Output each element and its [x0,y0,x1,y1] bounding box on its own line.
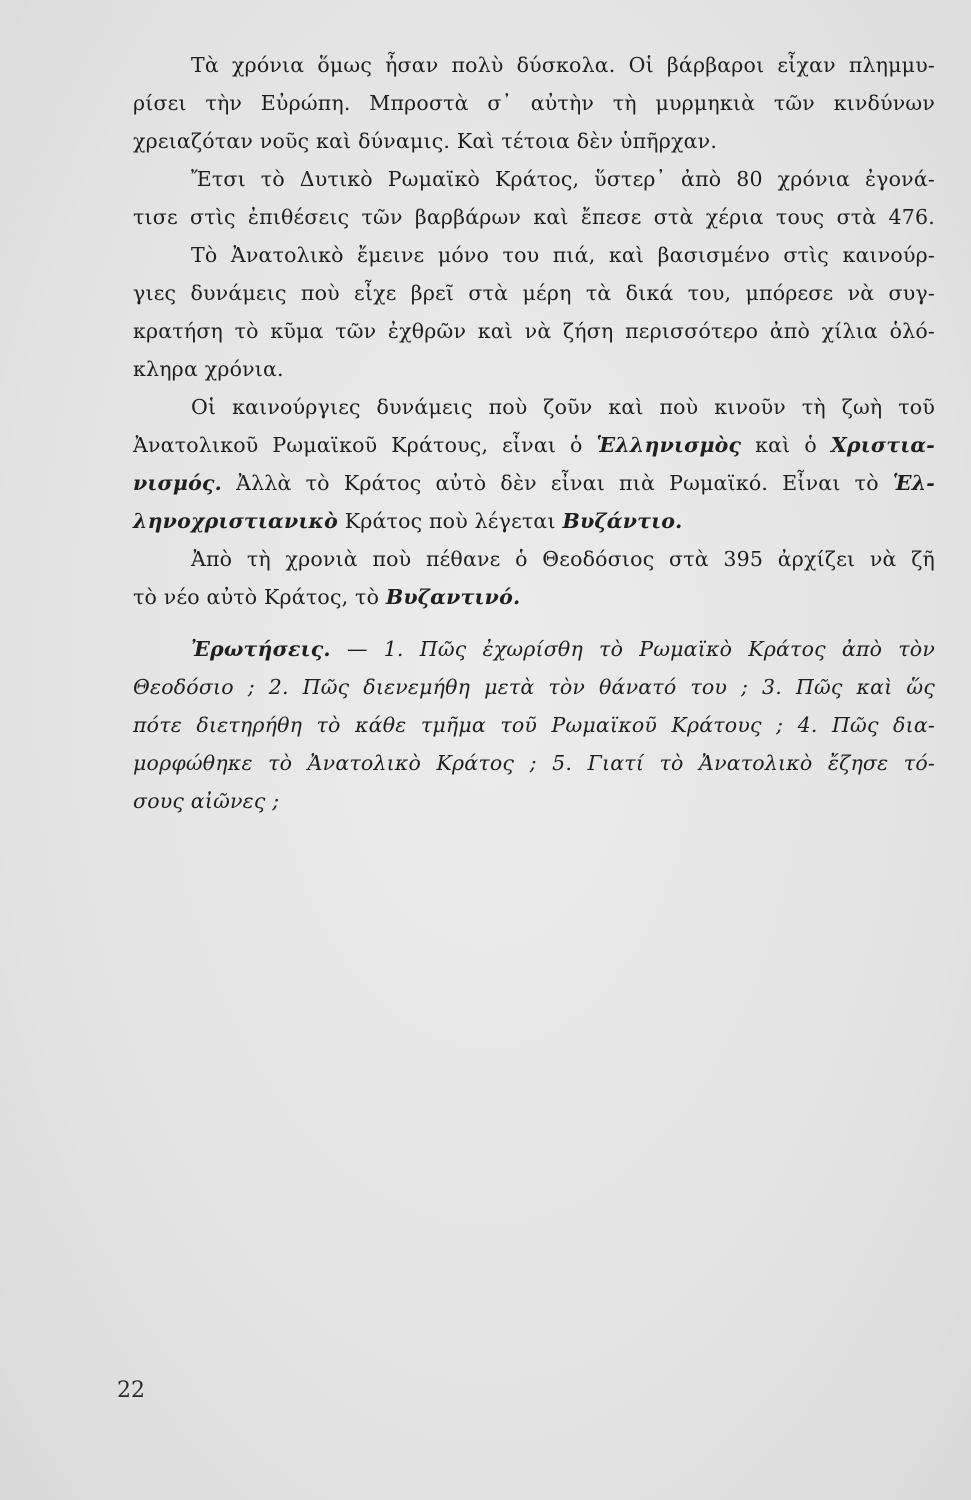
text-line: ρίσει τὴν Εὐρώπη. Μπροστὰ σ᾽ αὐτὴν τὴ μυρμηκιὰ τῶν κινδύνων [133,91,935,115]
text-segment: Κράτος ποὺ λέγεται [338,509,563,533]
text-line: Οἱ καινούργιες δυνάμεις ποὺ ζοῦν καὶ ποὺ κινοῦν τὴ ζωὴ τοῦ [191,395,935,419]
text-line [133,470,935,496]
text-line: κληρα χρόνια. [133,357,284,381]
emphasis-christianity-end: νισμός. [133,471,222,495]
questions-line: Θεοδόσιο ; 2. Πῶς διενεμήθη μετὰ τὸν θάνατό του ; 3. Πῶς καὶ ὥς [133,675,935,699]
text-line: Ἔτσι τὸ Δυτικὸ Ρωμαϊκὸ Κράτος, ὕστερ᾽ ἀπὸ 80 χρόνια ἐγονά- [191,167,935,191]
questions-line: πότε διετηρήθη τὸ κάθε τμῆμα τοῦ Ρωμαϊκοῦ Κράτους ; 4. Πῶς δια- [133,713,935,737]
text-line: Τὰ χρόνια ὅμως ἦσαν πολὺ δύσκολα. Οἱ βάρβαροι εἶχαν πλημμυ- [191,53,935,77]
text-line: τισε στὶς ἐπιθέσεις τῶν βαρβάρων καὶ ἔπεσε στὰ χέρια τους στὰ 476. [133,205,935,229]
text-line: κρατήση τὸ κῦμα τῶν ἐχθρῶν καὶ νὰ ζήση περισσότερο ἀπὸ χίλια ὁλό- [133,319,935,343]
questions-line: σους αἰῶνες ; [133,789,280,813]
question-text: 1. Πῶς ἐχωρίσθη τὸ Ρωμαϊκὸ Κράτος ἀπὸ τὸν [383,637,936,661]
text-line: Ἀπὸ τὴ χρονιὰ ποὺ πέθανε ὁ Θεοδόσιος στὰ 395 ἀρχίζει νὰ ζῆ [191,547,935,571]
emphasis-hellenochristian-end: ληνοχριστιανικὸ [133,509,338,533]
questions-line: μορφώθηκε τὸ Ἀνατολικὸ Κράτος ; 5. Γιατί τὸ Ἀνατολικὸ ἔζησε τό- [133,751,935,775]
text-segment: καὶ ὁ [741,433,831,457]
emphasis-hellenochristian: Ἑλ- [892,471,935,495]
text-line: χρειαζόταν νοῦς καὶ δύναμις. Καὶ τέτοια δὲν ὑπῆρχαν. [133,129,718,153]
text-line [133,508,682,534]
page-number: 22 [117,1378,145,1403]
text-line [133,584,520,610]
text-segment: Ἀνατολικοῦ Ρωμαϊκοῦ Κράτους, εἶναι ὁ [133,433,597,457]
questions-dash: — [330,637,384,661]
emphasis-hellenism: Ἑλληνισμὸς [596,433,742,457]
questions-line [191,636,935,662]
emphasis-byzantium: Βυζάντιο. [562,509,683,533]
questions-label: Ἐρωτήσεις. [191,637,331,661]
text-segment: τὸ νέο αὐτὸ Κράτος, τὸ [133,585,386,609]
emphasis-christianity: Χριστια- [830,433,935,457]
emphasis-byzantine: Βυζαντινό. [385,585,521,609]
text-line [133,432,935,458]
text-line: γιες δυνάμεις ποὺ εἶχε βρεῖ στὰ μέρη τὰ δικά του, μπόρεσε νὰ συγ- [133,281,935,305]
text-segment: Ἀλλὰ τὸ Κράτος αὐτὸ δὲν εἶναι πιὰ Ρωμαϊκό. Εἶναι τὸ [221,471,893,495]
text-line: Τὸ Ἀνατολικὸ ἔμεινε μόνο του πιά, καὶ βασισμένο στὶς καινούρ- [191,243,935,267]
